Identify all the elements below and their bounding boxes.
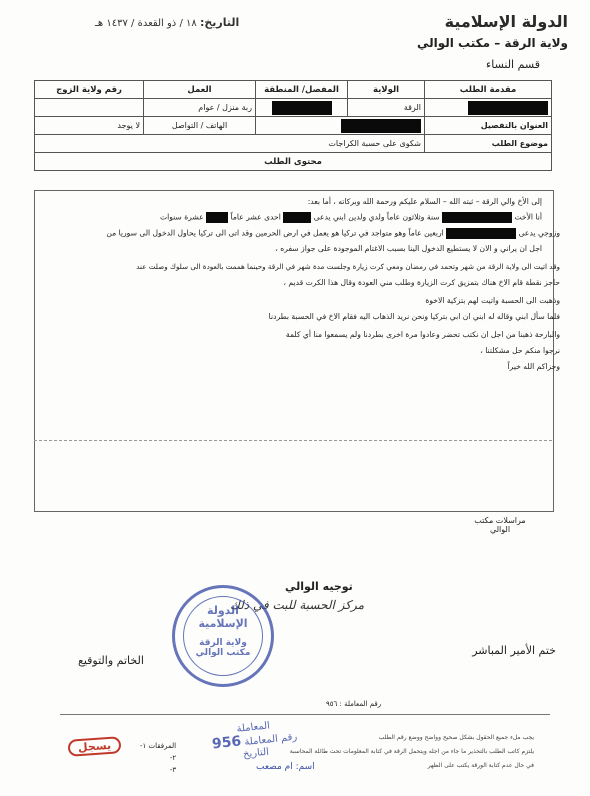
letter-line: والبارحة ذهبنا من اجل ان نكتب تحضر وعادوا مرة اخرى بطردنا ولم يسمعوا منا أي كلمة: [285, 330, 560, 339]
redaction-box: [206, 212, 228, 223]
directives-text: مراسلات مكتب الوالي: [474, 516, 526, 534]
stamp-caption: المعاملة: [236, 720, 271, 735]
husband-wilaya-cell: [35, 99, 144, 117]
section-title: قسم النساء: [486, 58, 540, 71]
letter-line: إلى الأخ والي الرقة – ثبته الله – السلام عليكم ورحمة الله وبركاته ، أما بعد:: [307, 197, 542, 206]
letter-line: [106, 228, 560, 239]
name-label: اسم: [298, 762, 315, 772]
letter-line: نرجوا منكم حل مشكلتنا ،: [480, 346, 560, 355]
letter-line: وجزاكم الله خيراً: [507, 362, 560, 371]
separator-line: [60, 714, 550, 715]
wali-direction-text: مركز الحسبة للبت في ذلك: [230, 598, 365, 612]
husband-wilaya-header: رقم ولاية الزوج: [35, 81, 144, 99]
wilaya-header: الولاية: [348, 81, 425, 99]
letter-line: اجل ان يراني و الان لا يستطيع الدخول الينا بسبب الاغتام الموجودة على جواز سفره ،: [275, 244, 542, 253]
amir-seal-label: ختم الأمير المباشر: [472, 644, 556, 657]
registered-text: يسجل: [77, 738, 112, 755]
transaction-stamp: [210, 718, 299, 765]
redaction-box: [283, 212, 311, 223]
date-value: ١٨ / ذو القعدة / ١٤٣٧ هـ: [95, 18, 197, 29]
stamp-date-label: التاريخ: [242, 746, 270, 761]
letter-line: وذهبت الى الحسبة واتيت لهم بتزكية الاخوة: [425, 296, 560, 305]
subject-label: موضوع الطلب: [425, 135, 552, 153]
letter-text: سنة وثلاثون عاماً ولدي ولدين ابني يدعى: [313, 212, 440, 222]
redaction-box: [442, 212, 512, 223]
name-field: اسم: ام مصعب: [256, 762, 315, 772]
footnote: يلتزم كاتب الطلب بالتحذير ما جاء من اجله ويتحمل الرقة في كتابة المعلومات تحت طائلة المحاسبة: [289, 748, 534, 755]
content-label: محتوى الطلب: [35, 153, 552, 171]
letter-line: وقد اتيت الى ولاية الرقة من شهر وتحمد في رمضان ومعي كرت زيارة وجلست مدة شهر في الرقة وحينما هممت بالعودة الى سلوك وصلت عند: [136, 262, 560, 271]
phone-value: لا يوجد: [35, 117, 144, 135]
work-header: العمل: [144, 81, 256, 99]
stamp-line: الدولة: [207, 604, 239, 617]
subject-value: شكوى على حسبة الكراجات: [35, 135, 425, 153]
letter-text: وزوجي يدعى: [518, 228, 560, 238]
date-label: التاريخ:: [199, 16, 240, 29]
name-value: ام مصعب: [256, 762, 293, 772]
redaction-box: [272, 101, 332, 115]
request-info-table: [34, 80, 552, 171]
date-line: [95, 16, 239, 29]
work-cell: ربة منزل / عوام: [144, 99, 256, 117]
applicant-name-cell: [425, 99, 552, 117]
letter-text: احدى عشر عاماً: [230, 212, 281, 222]
letter-line: [160, 212, 542, 223]
applicant-header: مقدمة الطلب: [425, 81, 552, 99]
letter-text: عشرة سنوات: [159, 212, 204, 222]
redaction-box: [446, 228, 516, 239]
stamp-line: الإسلامية: [198, 617, 248, 630]
attachment-1: ١-: [140, 742, 147, 750]
state-title: الدولة الإسلامية: [444, 12, 568, 31]
footnote: في حال عدم كتابة الورقة يكتب على الظهر: [427, 762, 534, 769]
directives-label: [470, 516, 530, 534]
seal-sign-label: الخاتم والتوقيع: [78, 654, 144, 667]
official-stamp: [172, 585, 274, 687]
wali-direction-title: توجيه الوالي: [285, 580, 353, 593]
district-header: المفصل/ المنطقة: [256, 81, 348, 99]
stamp-line: ولاية الرقة: [199, 638, 247, 648]
attachment-3: ٣-: [169, 766, 177, 774]
content-divider: [34, 440, 552, 441]
letter-line: حاجز نقطة قام الاخ هناك بتمزيق كرت الزيارة وطلب مني العودة وقال هذا الكرت قديم ،: [283, 278, 560, 287]
wilaya-cell: الرقة: [348, 99, 425, 117]
txn-number: 956: [211, 733, 243, 753]
stamp-line: مكتب الوالي: [195, 648, 251, 658]
phone-label: الهاتف / التواصل: [144, 117, 256, 135]
registered-stamp: [67, 736, 121, 757]
transaction-label: رقم المعاملة : ٩٥٦: [326, 700, 382, 708]
district-cell: [256, 99, 348, 117]
letter-text: أنا الأخت: [514, 212, 542, 222]
attachment-2: ٢-: [169, 754, 177, 762]
redaction-box: [468, 101, 548, 115]
address-cell: [256, 117, 425, 135]
letter-line: فلما سأل ابني وقاله له ابني ان ابي بتركيا ونحن نريد الذهاب اليه فقام الاخ في الحسبة بطردنا: [268, 312, 560, 321]
attachments-label: المرفقات: [148, 742, 177, 750]
office-title: ولاية الرقة – مكتب الوالي: [416, 36, 568, 50]
address-label: العنوان بالتفصيل: [425, 117, 552, 135]
footnote: يجب ملء جميع الحقول بشكل صحيح وواضح ووضع رقم الطلب: [378, 734, 534, 741]
stamp-inner-ring: [183, 596, 263, 676]
attachments: [140, 740, 176, 776]
redaction-box: [341, 119, 421, 133]
letter-text: اربعين عاماً وهو متواجد في تركيا هو يعمل في ارض الحرمين وقد اتى الى تركيا يحاول الدخول الى سوريا من: [106, 228, 444, 238]
txn-number-label: رقم المعاملة: [243, 731, 298, 749]
